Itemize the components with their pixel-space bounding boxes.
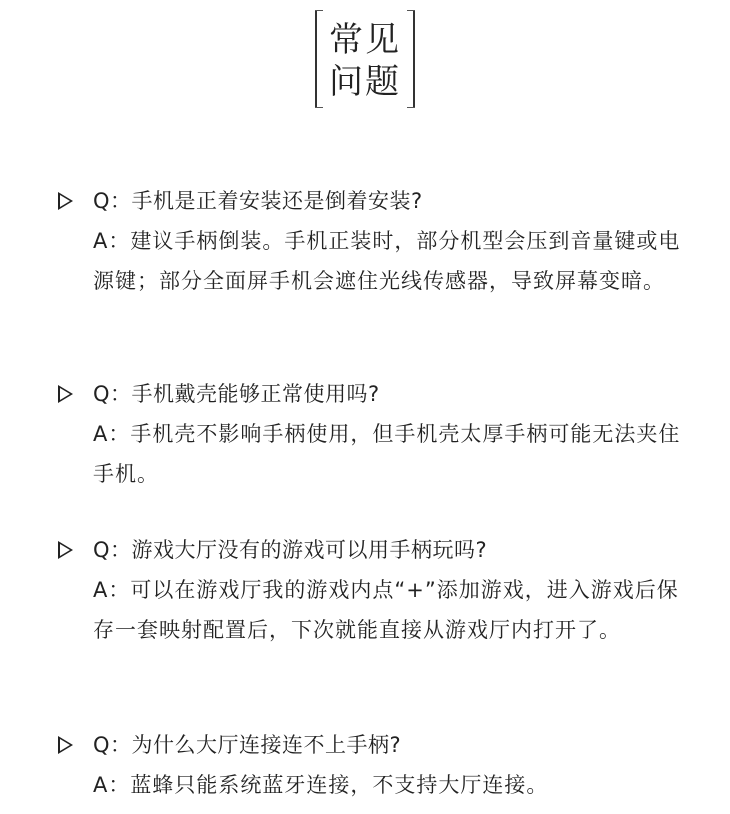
title-frame-cap bbox=[407, 107, 415, 108]
title-frame-cap bbox=[315, 107, 323, 108]
triangle-bullet-icon bbox=[58, 385, 73, 403]
faq-question: Q：游戏大厅没有的游戏可以用手柄玩吗? bbox=[93, 538, 488, 562]
faq-question: Q：为什么大厅连接连不上手柄? bbox=[93, 733, 402, 757]
title-frame-cap bbox=[315, 10, 323, 11]
faq-answer: A：建议手柄倒装。手机正装时，部分机型会压到音量键或电源键；部分全面屏手机会遮住光线传感器，导致屏幕变暗。 bbox=[93, 229, 681, 293]
title-frame-cap bbox=[407, 10, 415, 11]
triangle-bullet-icon bbox=[58, 541, 73, 559]
faq-answer: A：可以在游戏厅我的游戏内点“+”添加游戏，进入游戏后保存一套映射配置后，下次就能直接从游戏厅内打开了。 bbox=[93, 578, 679, 642]
triangle-bullet-icon bbox=[58, 192, 73, 210]
faq-question: Q：手机是正着安装还是倒着安装? bbox=[93, 189, 423, 213]
page-title-line-1: 常见 bbox=[329, 20, 401, 60]
title-frame bbox=[315, 10, 415, 108]
triangle-bullet-icon bbox=[58, 736, 73, 754]
page-title-line-2: 问题 bbox=[329, 62, 401, 102]
faq-answer: A：手机壳不影响手柄使用，但手机壳太厚手柄可能无法夹住手机。 bbox=[93, 422, 681, 486]
faq-answer: A：蓝蜂只能系统蓝牙连接，不支持大厅连接。 bbox=[93, 773, 549, 797]
faq-question: Q：手机戴壳能够正常使用吗? bbox=[93, 382, 380, 406]
